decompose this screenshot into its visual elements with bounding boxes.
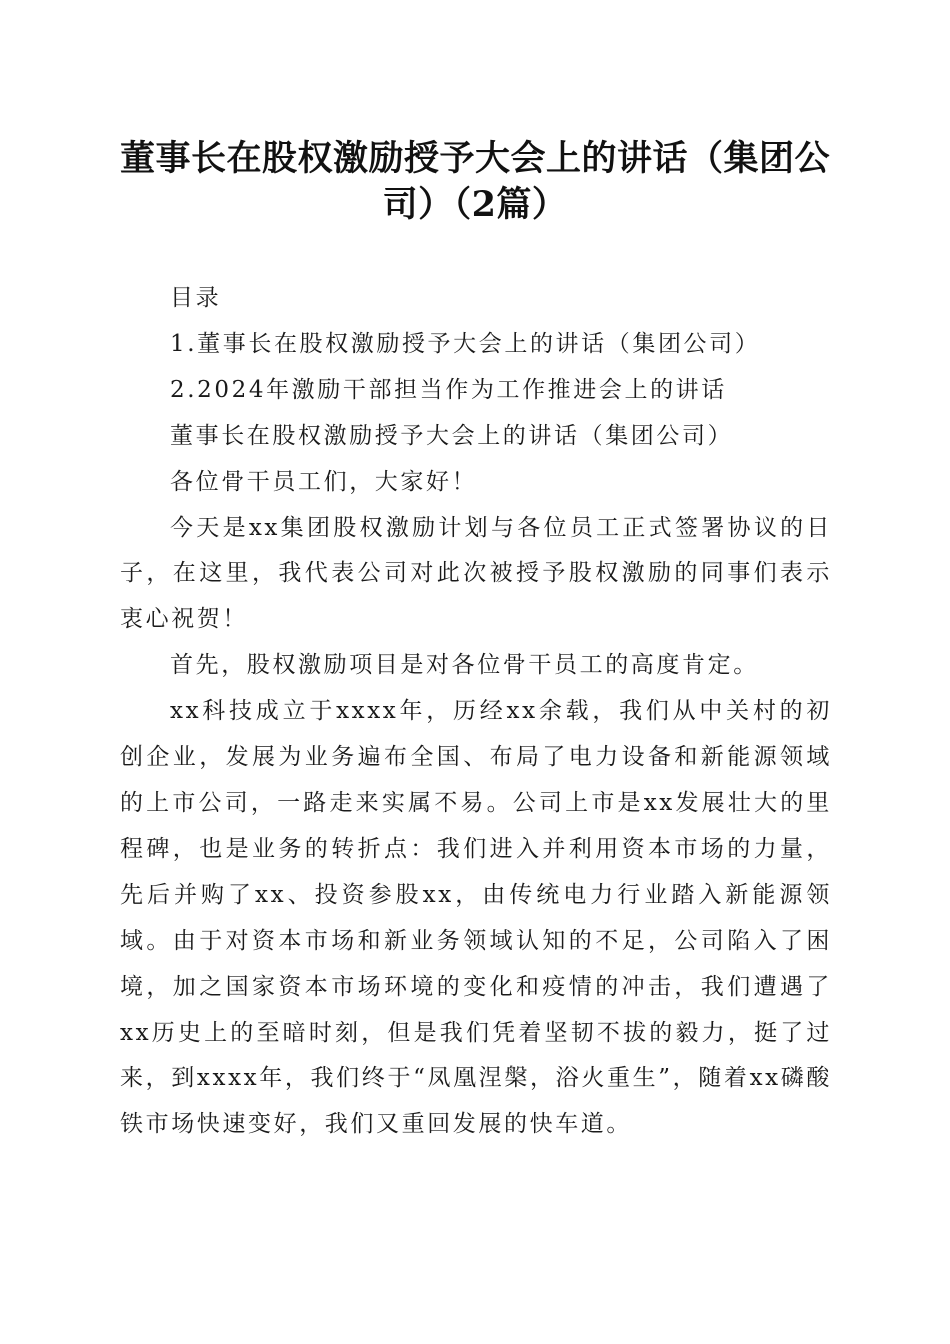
body-paragraph-1: 今天是xx集团股权激励计划与各位员工正式签署协议的日子，在这里，我代表公司对此次被授予股权激励的同事们表示衷心祝贺！ — [120, 514, 832, 633]
section-title: 董事长在股权激励授予大会上的讲话（集团公司） — [170, 422, 734, 449]
toc-heading: 目录 — [170, 285, 222, 311]
document-body — [120, 276, 832, 1148]
body-paragraph-2: 首先，股权激励项目是对各位骨干员工的高度肯定。 — [170, 652, 759, 679]
body-paragraph-3: xx科技成立于xxxx年，历经xx余载，我们从中关村的初创企业，发展为业务遍布全国、布局了电力设备和新能源领域的上市公司，一路走来实属不易。公司上市是xx发展壮大的里程碑，也是业务的转折点：我们进入并利用资本市场的力量，先后并购了xx、投资参股xx，由传统电力行业踏入新能源领域。由于对资本市场和新业务领域认知的不足，公司陷入了困境，加之国家资本市场环境的变化和疫情的冲击，我们遭遇了xx历史上的至暗时刻，但是我们凭着坚韧不拔的毅力，挺了过来，到xxxx年，我们终于“凤凰涅槃，浴火重生”，随着xx磷酸铁市场快速变好，我们又重回发展的快车道。 — [120, 698, 832, 1138]
document-title: 董事长在股权激励授予大会上的讲话（集团公司）（2篇） — [119, 138, 830, 225]
toc-item-1: 1.董事长在股权激励授予大会上的讲话（集团公司） — [170, 330, 761, 357]
greeting: 各位骨干员工们，大家好！ — [170, 468, 478, 495]
toc-item-2: 2.2024年激励干部担当作为工作推进会上的讲话 — [170, 376, 727, 403]
